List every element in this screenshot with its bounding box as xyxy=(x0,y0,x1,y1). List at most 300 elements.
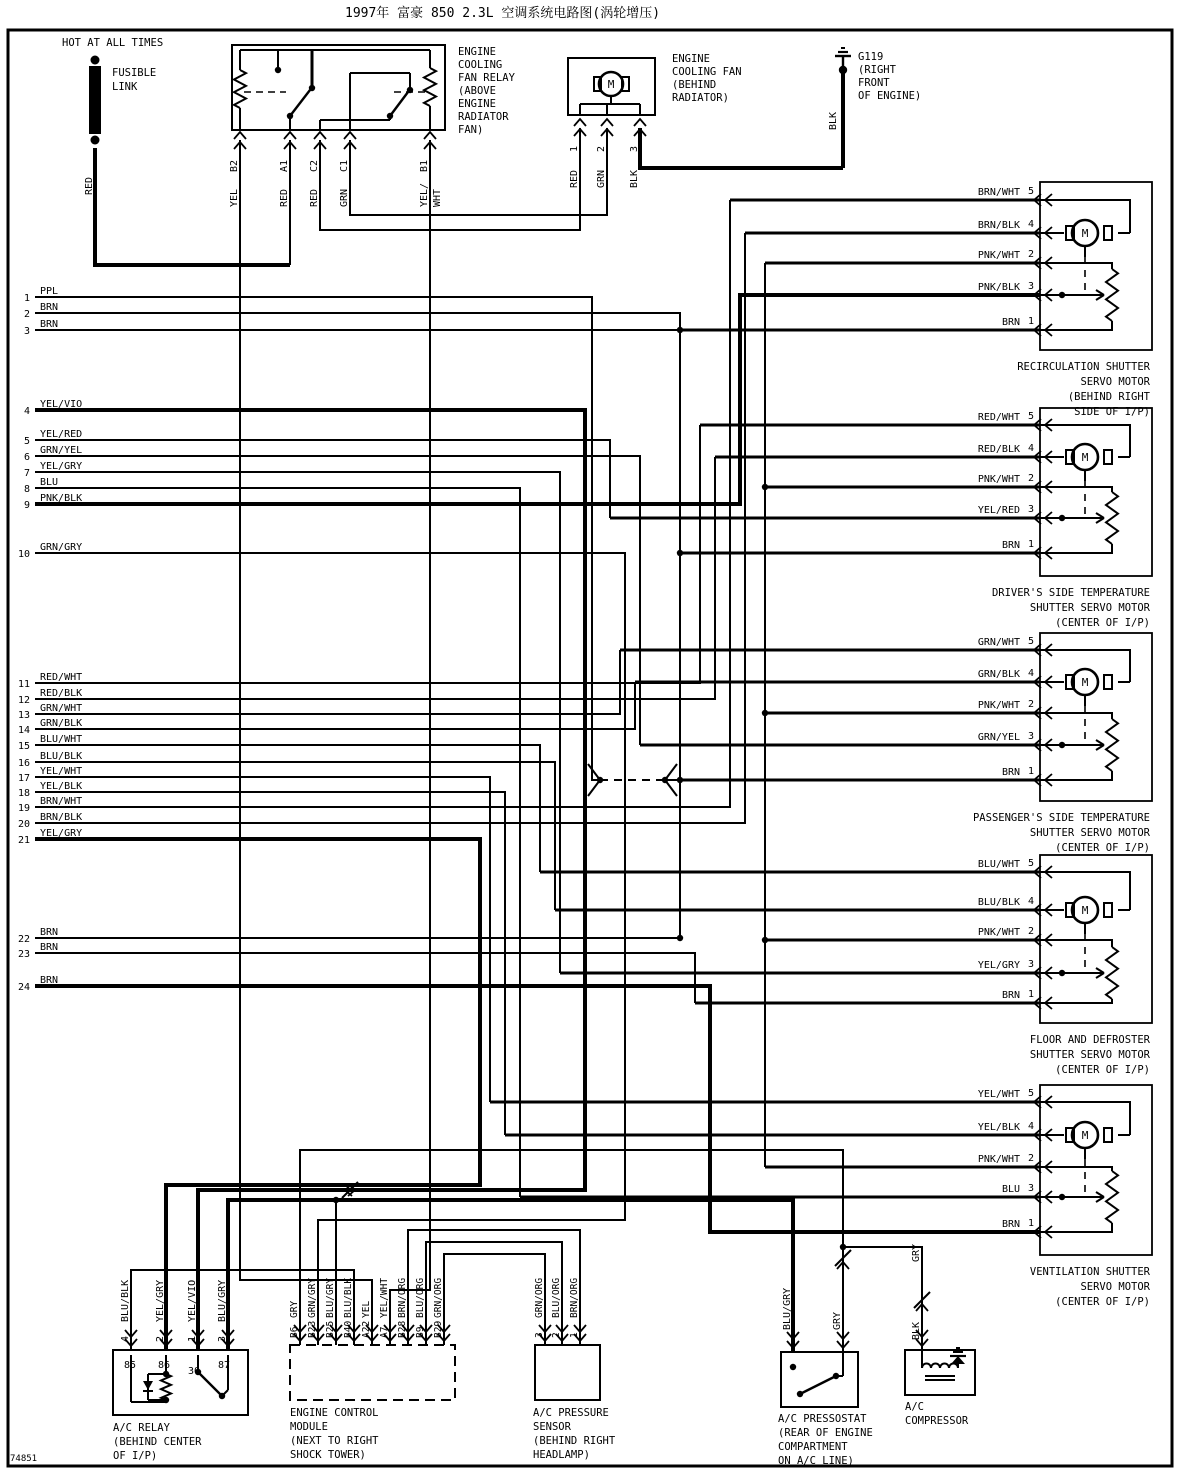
relay-switch-arm xyxy=(390,92,408,116)
component-label: SERVO MOTOR xyxy=(1080,376,1150,388)
component-label: DRIVER'S SIDE TEMPERATURE xyxy=(991,587,1150,599)
component-label: ENGINE xyxy=(672,53,710,65)
wire-color-label: RED xyxy=(84,176,95,195)
wire-color-label: PNK/WHT xyxy=(977,474,1020,485)
component-label: FAN RELAY xyxy=(458,72,515,84)
servo-motor-box xyxy=(1040,633,1152,801)
terminal-pin-label: B25 xyxy=(325,1320,336,1338)
pressostat-box xyxy=(781,1352,858,1407)
wire-number: 23 xyxy=(17,949,30,960)
terminal-pin-label: A1 xyxy=(279,159,290,172)
wire-color-label: RED/BLK xyxy=(977,444,1020,455)
hot-at-all-times-label: HOT AT ALL TIMES xyxy=(62,37,164,49)
wire-color-label: BLU/WHT xyxy=(977,859,1020,870)
component-label: ENGINE CONTROL xyxy=(290,1407,379,1419)
wire-color-label: PNK/BLK xyxy=(977,282,1020,293)
motor-brush xyxy=(1104,450,1112,464)
connector-chevron xyxy=(314,132,326,139)
wire-segment xyxy=(390,140,430,1345)
terminal-pin-label: B2 xyxy=(229,159,240,172)
connector-chevron xyxy=(344,132,356,139)
wire-color-label: GRN/GRY xyxy=(40,542,83,553)
wire-number: 1 xyxy=(23,293,30,304)
wire-color-label: GRN/ORG xyxy=(534,1277,545,1318)
terminal-pin-label: 3 xyxy=(1027,1183,1035,1194)
wire-color-label: BLK xyxy=(629,169,640,188)
wire-segment xyxy=(1040,1167,1112,1171)
wire-segment xyxy=(35,457,715,699)
terminal-pin-label: 4 xyxy=(1027,896,1035,907)
page-border xyxy=(8,30,1172,1466)
junction-dot xyxy=(797,1391,803,1397)
wire-color-label: YEL/GRY xyxy=(40,461,83,472)
component-label: VENTILATION SHUTTER xyxy=(1029,1266,1150,1278)
motor-letter: M xyxy=(1081,904,1089,917)
wire-color-label: BRN xyxy=(1001,767,1020,778)
wire-color-label: PNK/WHT xyxy=(977,927,1020,938)
wire-color-label: YEL/RED xyxy=(977,505,1020,516)
terminal-pin-label: A7 xyxy=(379,1326,390,1338)
wire-color-label: BLU xyxy=(1001,1184,1020,1195)
component-label: A/C xyxy=(905,1401,924,1413)
junction-dot xyxy=(1059,1194,1065,1200)
component-label: A/C PRESSURE xyxy=(533,1407,609,1419)
wire-color-label: BLK xyxy=(828,111,839,130)
wire-color-label: YEL/ xyxy=(419,182,430,207)
terminal-pin-label: B29 xyxy=(433,1320,444,1338)
fusible-link-label: FUSIBLE xyxy=(112,67,157,79)
junction-dot xyxy=(840,1244,846,1250)
splice-foot xyxy=(665,764,677,780)
component-label: SHUTTER SERVO MOTOR xyxy=(1029,602,1150,614)
terminal-pin-label: 1 xyxy=(187,1335,198,1342)
terminal-pin-label: 1 xyxy=(1027,766,1035,777)
connector-chevron xyxy=(284,132,296,139)
component-label: A/C RELAY xyxy=(113,1422,170,1434)
ecm-box xyxy=(290,1345,455,1400)
wire-color-label: GRN/BLK xyxy=(40,718,83,729)
terminal-pin-label: 2 xyxy=(155,1335,166,1342)
terminal-pin-label: 5 xyxy=(1027,186,1035,197)
wire-color-label: RED/WHT xyxy=(40,672,83,683)
wire-color-label: RED/BLK xyxy=(40,688,83,699)
wire-number: 20 xyxy=(17,819,30,830)
component-label: SERVO MOTOR xyxy=(1080,1281,1150,1293)
relay-internal-pin-label: 86 xyxy=(158,1360,171,1371)
component-label: COMPRESSOR xyxy=(905,1415,969,1427)
wire-segment-bold xyxy=(35,986,1040,1232)
servo-motor-box xyxy=(1040,408,1152,576)
wire-color-label: PNK/WHT xyxy=(977,250,1020,261)
wire-number: 18 xyxy=(17,788,30,799)
wire-color-label: BLU/WHT xyxy=(40,734,83,745)
wire-color-label: BRN xyxy=(40,302,59,313)
component-label: SENSOR xyxy=(533,1421,571,1433)
wire-segment xyxy=(35,762,555,910)
component-label: (BEHIND CENTER xyxy=(113,1436,202,1448)
motor-letter: M xyxy=(607,78,615,91)
wire-color-label: BLK xyxy=(911,1321,922,1340)
terminal-pin-label: 3 xyxy=(1027,959,1035,970)
junction-dot xyxy=(1059,292,1065,298)
junction-dot xyxy=(762,710,768,716)
wire-number: 4 xyxy=(23,406,30,417)
terminal-pin-label: 4 xyxy=(1027,443,1035,454)
relay-switch-arm xyxy=(290,90,310,116)
wire-number: 14 xyxy=(17,725,30,736)
component-label: PASSENGER'S SIDE TEMPERATURE xyxy=(972,812,1150,824)
wire-segment xyxy=(240,140,372,1345)
terminal-pin-label: 1 xyxy=(1027,1218,1035,1229)
servo-potentiometer xyxy=(1106,947,1118,999)
terminal-pin-label: 2 xyxy=(1027,473,1035,484)
wire-segment xyxy=(35,440,610,518)
wire-color-label: GRN/WHT xyxy=(977,637,1020,648)
wire-number: 11 xyxy=(17,679,30,690)
terminal-pin-label: 3 xyxy=(629,145,640,152)
terminal-pin-label: C2 xyxy=(309,159,320,172)
wire-color-label: BLU/ORG xyxy=(415,1277,426,1318)
terminal-pin-label: 1 xyxy=(569,145,580,152)
component-label: OF I/P) xyxy=(113,1450,158,1462)
fusible-link-label: LINK xyxy=(112,81,138,93)
wire-color-label: BLU/BLK xyxy=(343,1277,354,1318)
wire-number: 6 xyxy=(23,452,30,463)
servo-potentiometer xyxy=(1106,492,1118,544)
diode-icon xyxy=(143,1381,153,1390)
wire-segment xyxy=(35,488,520,1197)
connector-chevron xyxy=(234,132,246,139)
component-label: SHUTTER SERVO MOTOR xyxy=(1029,1049,1150,1061)
terminal-pin-label: 3 xyxy=(1027,731,1035,742)
wire-segment xyxy=(35,553,625,1345)
servo-potentiometer xyxy=(1106,269,1118,321)
component-label: MODULE xyxy=(290,1421,328,1433)
terminal-pin-label: 4 xyxy=(1027,219,1035,230)
wire-color-label: GRN xyxy=(339,188,350,207)
splice-foot xyxy=(588,764,600,780)
wire-number: 15 xyxy=(17,741,30,752)
wire-number: 7 xyxy=(23,468,30,479)
junction-dot xyxy=(1059,970,1065,976)
component-label: RADIATOR) xyxy=(672,92,729,104)
motor-letter: M xyxy=(1081,451,1089,464)
wire-number: 19 xyxy=(17,803,30,814)
wire-color-label: BRN xyxy=(40,975,59,986)
wire-color-label: GRY xyxy=(832,1311,843,1330)
motor-letter: M xyxy=(1081,1129,1089,1142)
wire-color-label: BRN xyxy=(1001,540,1020,551)
terminal-pin-label: 2 xyxy=(551,1332,562,1338)
component-label: COMPARTMENT xyxy=(778,1441,848,1453)
terminal-pin-label: B40 xyxy=(343,1320,354,1338)
component-label: (CENTER OF I/P) xyxy=(1055,1296,1150,1308)
terminal-pin-label: 1 xyxy=(1027,316,1035,327)
terminal-pin-label: B9 xyxy=(415,1326,426,1338)
wire-number: 9 xyxy=(23,500,30,511)
servo-motor-box xyxy=(1040,182,1152,350)
wire-segment-bold xyxy=(35,410,585,1350)
wire-color-label: BLU/GRY xyxy=(325,1277,336,1318)
terminal-pin-label: 2 xyxy=(1027,1153,1035,1164)
component-label: ENGINE xyxy=(458,46,496,58)
motor-brush xyxy=(1104,675,1112,689)
component-label: SHUTTER SERVO MOTOR xyxy=(1029,827,1150,839)
splice-foot xyxy=(588,780,600,796)
junction-dot xyxy=(677,777,683,783)
wire-color-label: PNK/WHT xyxy=(977,1154,1020,1165)
wire-color-label: BLU/ORG xyxy=(551,1277,562,1318)
wire-color-label: BLU xyxy=(40,477,59,488)
wire-color-label: PNK/BLK xyxy=(40,493,83,504)
terminal-pin-label: 3 xyxy=(217,1335,228,1342)
component-label: (CENTER OF I/P) xyxy=(1055,617,1150,629)
compressor-coil xyxy=(922,1364,958,1369)
terminal-pin-label: 4 xyxy=(1027,668,1035,679)
component-label: COOLING FAN xyxy=(672,66,742,78)
wire-color-label: BRN xyxy=(40,942,59,953)
junction-dot xyxy=(677,327,683,333)
wire-segment xyxy=(35,682,635,729)
component-label: (NEXT TO RIGHT xyxy=(290,1435,379,1447)
wire-segment xyxy=(35,745,540,872)
wire-color-label: BLU/BLK xyxy=(977,897,1020,908)
wire-color-label: BLU/GRY xyxy=(217,1279,228,1322)
wire-number: 12 xyxy=(17,695,30,706)
wire-number: 13 xyxy=(17,710,30,721)
wire-number: 16 xyxy=(17,758,30,769)
doc-number: 74851 xyxy=(10,1454,38,1464)
component-label: OF ENGINE) xyxy=(858,90,922,102)
component-label: (RIGHT xyxy=(858,64,896,76)
relay-coil xyxy=(234,70,246,108)
servo-potentiometer xyxy=(1106,1171,1118,1223)
wire-color-label: YEL/BLK xyxy=(40,781,83,792)
wire-segment xyxy=(1040,999,1112,1003)
wire-color-label: RED/WHT xyxy=(977,412,1020,423)
wire-segment xyxy=(35,777,490,1102)
wire-color-label: YEL xyxy=(229,188,240,207)
wire-color-label: RED xyxy=(569,169,580,188)
terminal-pin-label: 2 xyxy=(1027,926,1035,937)
wire-color-label: YEL/RED xyxy=(40,429,83,440)
wire-segment-bold xyxy=(35,839,480,1350)
junction-dot xyxy=(677,550,683,556)
component-label: ENGINE xyxy=(458,98,496,110)
connector-chevron xyxy=(574,119,586,126)
terminal-pin-label: B23 xyxy=(307,1320,318,1338)
terminal-pin-label: A22 xyxy=(361,1320,372,1338)
wire-number: 17 xyxy=(17,773,30,784)
wire-color-label: YEL/GRY xyxy=(40,828,83,839)
wire-segment xyxy=(444,1254,545,1345)
terminal-pin-label: 5 xyxy=(1027,636,1035,647)
wire-color-label: YEL/WHT xyxy=(977,1089,1020,1100)
junction-dot xyxy=(275,67,281,73)
wire-color-label: GRN xyxy=(596,169,607,188)
wire-color-label: BLU/GRY xyxy=(782,1287,793,1330)
terminal-pin-label: C1 xyxy=(339,159,350,172)
component-label: A/C PRESSOSTAT xyxy=(778,1413,867,1425)
wire-color-label: YEL/WHT xyxy=(40,766,83,777)
component-label: (CENTER OF I/P) xyxy=(1055,842,1150,854)
component-label: SIDE OF I/P) xyxy=(1074,406,1150,418)
wire-segment xyxy=(35,456,640,745)
wire-color-label: BRN xyxy=(40,319,59,330)
junction-dot xyxy=(790,1364,796,1370)
terminal-pin-label: 5 xyxy=(1027,858,1035,869)
wire-color-label: BLU/BLK xyxy=(40,751,83,762)
relay-internal-pin-label: 30 xyxy=(188,1366,201,1377)
wire-color-label: YEL xyxy=(361,1300,372,1318)
terminal-pin-label: 3 xyxy=(1027,281,1035,292)
terminal-pin-label: 2 xyxy=(1027,699,1035,710)
wire-color-label: BRN/BLK xyxy=(977,220,1020,231)
junction-dot xyxy=(762,937,768,943)
wire-number: 3 xyxy=(23,326,30,337)
component-label: G119 xyxy=(858,51,884,63)
terminal-pin-label: 3 xyxy=(534,1332,545,1338)
component-label: (BEHIND RIGHT xyxy=(1067,391,1150,403)
terminal-pin-label: 5 xyxy=(1027,411,1035,422)
junction-dot xyxy=(1059,742,1065,748)
component-label: (BEHIND xyxy=(672,79,717,91)
wire-color-label: GRN/GRY xyxy=(307,1277,318,1318)
terminal-pin-label: 1 xyxy=(1027,989,1035,1000)
wire-color-label: GRY xyxy=(289,1300,300,1318)
component-label: HEADLAMP) xyxy=(533,1449,590,1461)
connector-chevron xyxy=(634,119,646,126)
wire-segment xyxy=(35,792,505,1135)
wire-color-label: YEL/VIO xyxy=(40,399,83,410)
component-label: ON A/C LINE) xyxy=(778,1455,854,1467)
junction-dot xyxy=(333,1197,339,1203)
junction-dot xyxy=(762,484,768,490)
wire-color-label: PNK/WHT xyxy=(977,700,1020,711)
wire-color-label: BRN xyxy=(1001,1219,1020,1230)
relay-switch-arm xyxy=(198,1372,222,1396)
wire-color-label: GRY xyxy=(911,1243,922,1262)
pressostat-switch-arm xyxy=(800,1376,836,1394)
wire-color-label: PPL xyxy=(40,286,59,297)
wire-color-label: YEL/GRY xyxy=(977,960,1020,971)
ground-icon xyxy=(951,1356,965,1364)
wire-color-label: GRN/WHT xyxy=(40,703,83,714)
terminal-pin-label: 4 xyxy=(120,1335,131,1342)
wire-color-label: GRN/YEL xyxy=(977,732,1020,743)
motor-brush xyxy=(1104,1128,1112,1142)
terminal-pin-label: 3 xyxy=(1027,504,1035,515)
junction-dot xyxy=(91,56,100,65)
wire-color-label: BRN xyxy=(40,927,59,938)
wire-color-label: YEL/GRY xyxy=(155,1279,166,1322)
component-label: FAN) xyxy=(458,124,484,136)
junction-dot xyxy=(1059,515,1065,521)
wire-color-label: WHT xyxy=(432,188,443,207)
motor-letter: M xyxy=(1081,227,1089,240)
wire-color-label: BRN xyxy=(1001,990,1020,1001)
wire-number: 2 xyxy=(23,309,30,320)
component-label: (REAR OF ENGINE xyxy=(778,1427,873,1439)
servo-motor-box xyxy=(1040,1085,1152,1255)
terminal-pin-label: 4 xyxy=(1027,1121,1035,1132)
motor-letter: M xyxy=(1081,676,1089,689)
wire-segment xyxy=(35,297,600,780)
wire-color-label: GRN/BLK xyxy=(977,669,1020,680)
junction-dot xyxy=(91,136,100,145)
terminal-pin-label: 5 xyxy=(1027,1088,1035,1099)
wire-segment xyxy=(300,1150,843,1352)
wire-color-label: BRN xyxy=(1001,317,1020,328)
wire-number: 22 xyxy=(17,934,30,945)
wire-segment-bold xyxy=(640,128,843,168)
terminal-pin-label: 1 xyxy=(569,1332,580,1338)
junction-dot xyxy=(677,935,683,941)
wire-color-label: BLU/BLK xyxy=(120,1279,131,1322)
wire-segment-bold xyxy=(95,148,290,265)
fusible-link-icon xyxy=(89,66,101,134)
terminal-pin-label: B28 xyxy=(397,1320,408,1338)
wire-color-label: RED xyxy=(279,188,290,207)
component-label: (CENTER OF I/P) xyxy=(1055,1064,1150,1076)
terminal-pin-label: 1 xyxy=(1027,539,1035,550)
wire-color-label: BRN/WHT xyxy=(40,796,83,807)
terminal-pin-label: 2 xyxy=(1027,249,1035,260)
terminal-pin-label: B6 xyxy=(289,1326,300,1338)
relay-coil xyxy=(424,68,436,106)
terminal-pin-label: 2 xyxy=(596,145,607,152)
servo-potentiometer xyxy=(1106,719,1118,771)
wire-color-label: GRN/YEL xyxy=(40,445,83,456)
wire-number: 5 xyxy=(23,436,30,447)
terminal-pin-label: B1 xyxy=(419,159,430,172)
relay-coil xyxy=(161,1374,171,1400)
component-label: COOLING xyxy=(458,59,503,71)
relay-internal-pin-label: 85 xyxy=(124,1360,137,1371)
wire-segment xyxy=(35,233,745,823)
wire-number: 24 xyxy=(17,982,30,993)
wire-color-label: YEL/BLK xyxy=(977,1122,1020,1133)
component-label: (BEHIND RIGHT xyxy=(533,1435,616,1447)
component-label: FRONT xyxy=(858,77,890,89)
component-label: (ABOVE xyxy=(458,85,496,97)
wire-color-label: GRN/ORG xyxy=(433,1277,444,1318)
wire-number: 21 xyxy=(17,835,30,846)
connector-chevron xyxy=(601,119,613,126)
connector-chevron xyxy=(424,132,436,139)
pressure-sensor-box xyxy=(535,1345,600,1400)
wire-segment xyxy=(35,953,695,1003)
motor-brush xyxy=(1104,903,1112,917)
page-title: 1997年 富豪 850 2.3L 空调系统电路图(涡轮增压) xyxy=(345,6,661,21)
motor-brush xyxy=(1104,226,1112,240)
wire-color-label: BRN/BLK xyxy=(40,812,83,823)
splice-foot xyxy=(665,780,677,796)
wire-color-label: BRN/ORG xyxy=(569,1277,580,1318)
wire-color-label: RED xyxy=(309,188,320,207)
component-label: FLOOR AND DEFROSTER xyxy=(1029,1034,1150,1046)
relay-internal-pin-label: 87 xyxy=(218,1360,231,1371)
wire-number: 10 xyxy=(17,549,30,560)
wire-color-label: YEL/WHT xyxy=(379,1277,390,1318)
component-label: RECIRCULATION SHUTTER xyxy=(1017,361,1150,373)
wire-color-label: BRN/WHT xyxy=(977,187,1020,198)
wire-number: 8 xyxy=(23,484,30,495)
component-label: RADIATOR xyxy=(458,111,509,123)
wire-color-label: YEL/VIO xyxy=(187,1279,198,1322)
fan-relay-box xyxy=(232,45,445,130)
wire-color-label: BRN/ORG xyxy=(397,1277,408,1318)
